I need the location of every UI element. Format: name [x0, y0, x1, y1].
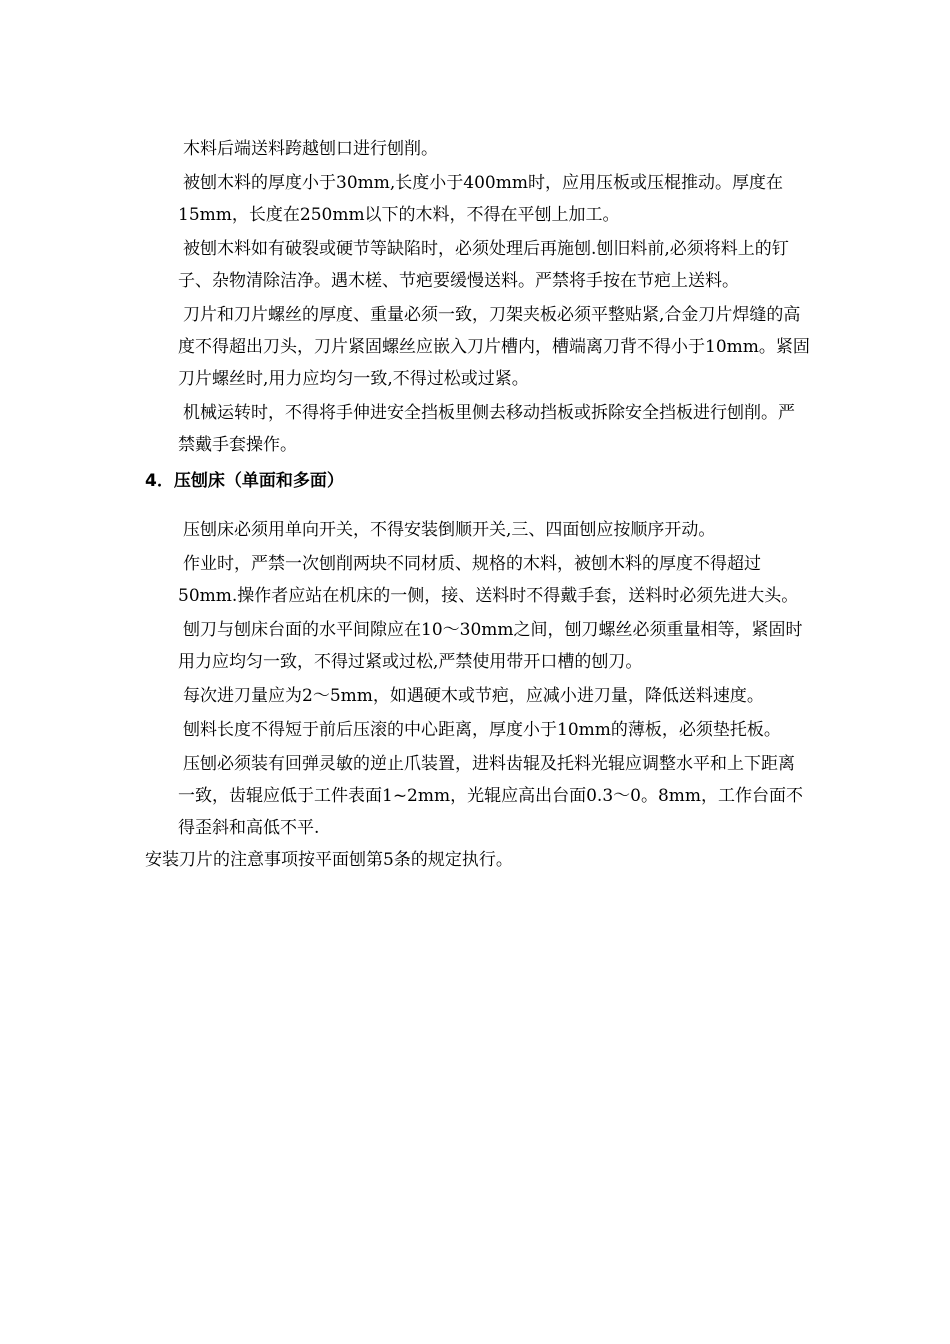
- paragraph-closing: 安装刀片的注意事项按平面刨第5条的规定执行。: [145, 850, 513, 870]
- document-body: [0, 116, 950, 893]
- paragraph-switch: 压刨床必须用单向开关，不得安装倒顺开关,三、四面刨应按顺序开动。: [183, 520, 716, 540]
- paragraph-length: 刨料长度不得短于前后压滚的中心距离，厚度小于10mm的薄板，必须垫托板。: [183, 720, 781, 740]
- paragraph-operation: 作业时，严禁一次刨削两块不同材质、规格的木料，被刨木料的厚度不得超过50mm.操作者应站在机床的一侧，接、送料时不得戴手套，送料时必须先进大头。: [178, 554, 799, 606]
- section-heading: 4．压刨床（单面和多面）: [145, 471, 344, 491]
- paragraph-blades: 刀片和刀片螺丝的厚度、重量必须一致，刀架夹板必须平整贴紧,合金刀片焊缝的高度不得超出刀头，刀片紧固螺丝应嵌入刀片槽内，槽端离刀背不得小于10mm。紧固刀片螺丝时,用力应均匀一致,不得过松或过紧。: [178, 305, 810, 389]
- paragraph-rollers: 压刨必须装有回弹灵敏的逆止爪装置，进料齿辊及托料光辊应调整水平和上下距离一致，齿辊应低于工件表面1~2mm，光辊应高出台面0.3～0。8mm，工作台面不得歪斜和高低不平.: [178, 754, 804, 838]
- paragraph-defects: 被刨木料如有破裂或硬节等缺陷时，必须处理后再施刨.刨旧料前,必须将料上的钉子、杂物清除洁净。遇木槎、节疤要缓慢送料。严禁将手按在节疤上送料。: [178, 239, 789, 291]
- paragraph-feed-depth: 每次进刀量应为2～5mm，如遇硬木或节疤，应减小进刀量，降低送料速度。: [183, 686, 764, 706]
- paragraph-thin-stock: 被刨木料的厚度小于30mm,长度小于400mm时，应用压板或压棍推动。厚度在15mm，长度在250mm以下的木料，不得在平刨上加工。: [178, 173, 783, 225]
- paragraph-feed-rear: 木料后端送料跨越刨口进行刨削。: [183, 139, 438, 159]
- paragraph-clearance: 刨刀与刨床台面的水平间隙应在10～30mm之间，刨刀螺丝必须重量相等，紧固时用力应均匀一致，不得过紧或过松,严禁使用带开口槽的刨刀。: [178, 620, 803, 672]
- paragraph-running-safety: 机械运转时，不得将手伸进安全挡板里侧去移动挡板或拆除安全挡板进行刨削。严禁戴手套操作。: [178, 403, 795, 455]
